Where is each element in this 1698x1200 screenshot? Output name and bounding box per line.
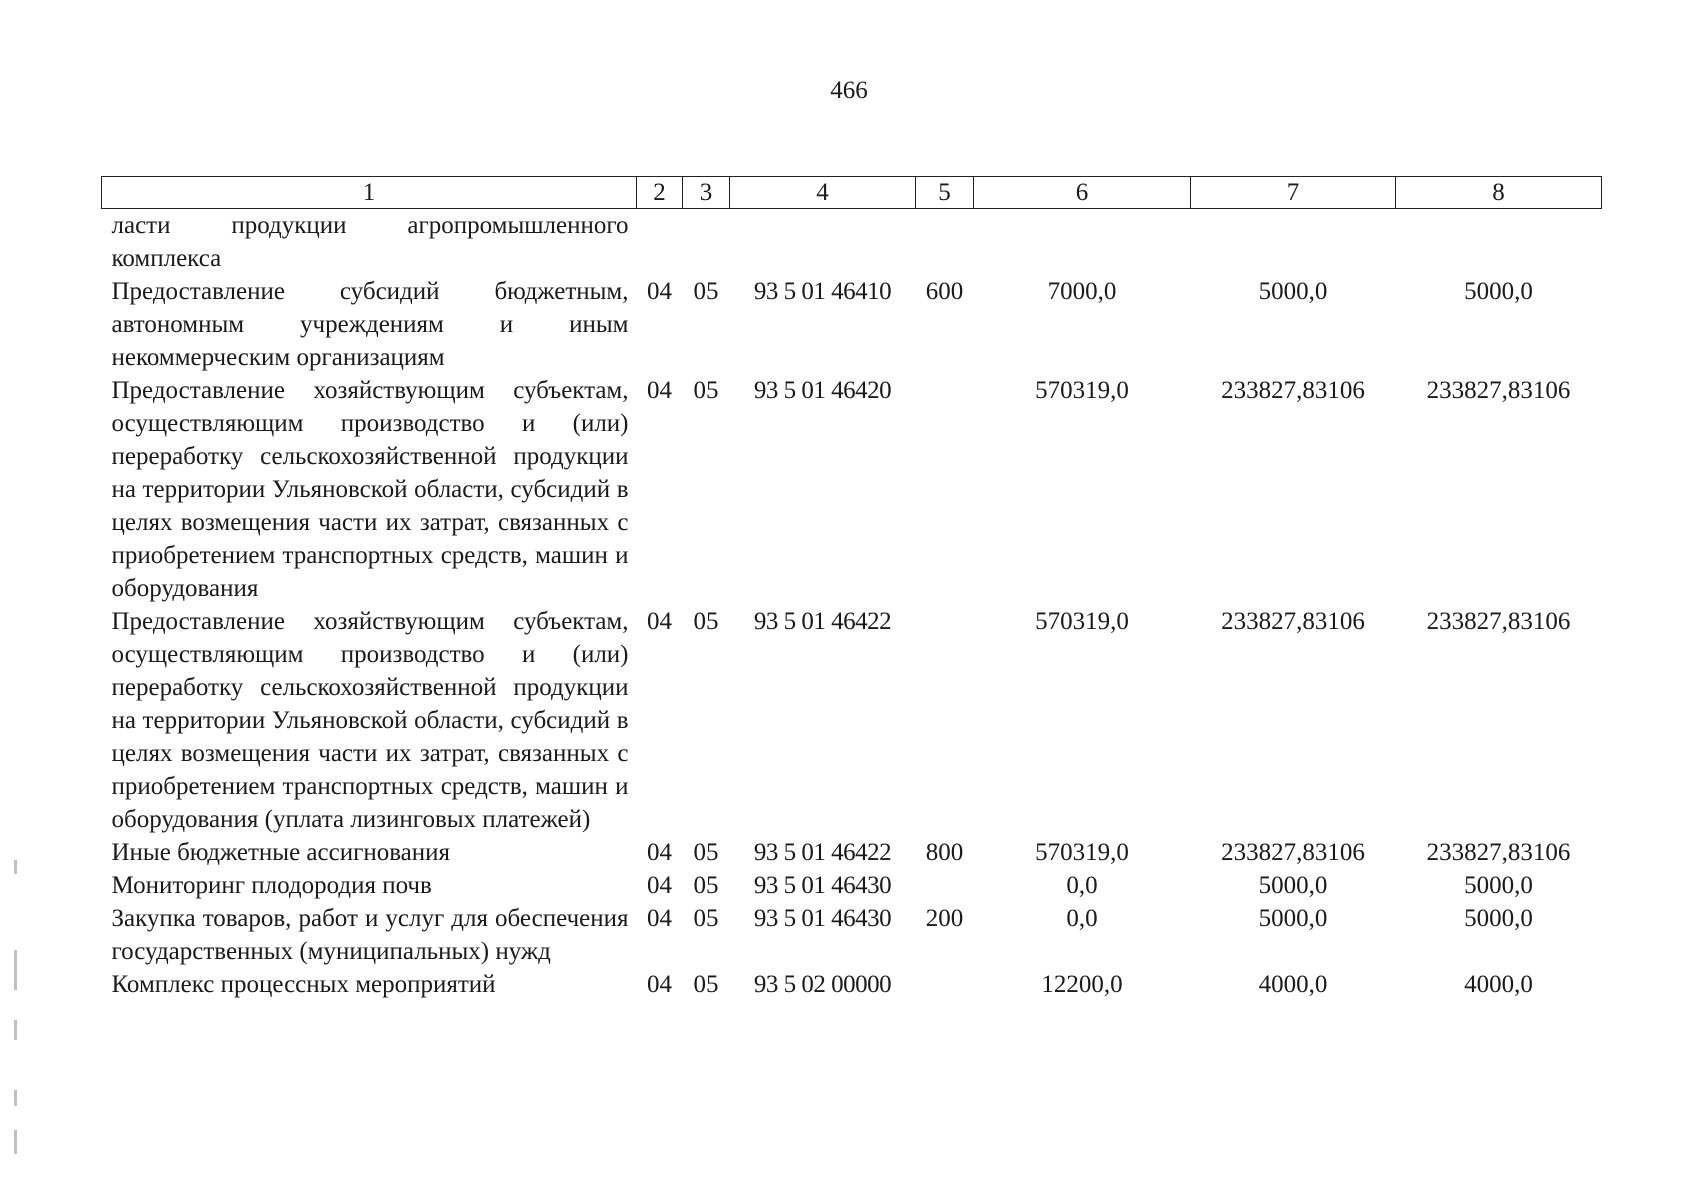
amount-col7-cell: 5000,0 (1258, 278, 1328, 305)
table-row (102, 275, 1602, 374)
amount-col7-cell: 4000,0 (1258, 971, 1328, 998)
section-code-cell: 04 (647, 608, 672, 635)
target-article-cell: 93 5 02 00000 (753, 971, 892, 998)
amount-col6-cell: 570319,0 (1035, 608, 1129, 635)
subsection-code-cell: 05 (693, 839, 719, 866)
row-name-cell: Предоставление хозяйствующим субъектам, осуществляющим производство и (или) переработку сельскохозяйственной продукции на территории Ульяновской области, субсидий в целях возмещения части их затрат, связанных с приобретением транспортных средств, машин и оборудования (111, 377, 629, 602)
target-article-cell: 93 5 01 46422 (753, 608, 892, 635)
subsection-code-cell: 05 (693, 278, 719, 305)
column-number-header-row (102, 177, 1602, 209)
amount-col7-cell: 5000,0 (1258, 905, 1328, 932)
column-header-2: 2 (637, 177, 683, 209)
amount-col8-cell: 5000,0 (1464, 278, 1533, 305)
table-row (102, 902, 1602, 968)
table-row (102, 605, 1602, 836)
subsection-code-cell: 05 (693, 377, 719, 404)
table-row (102, 836, 1602, 869)
amount-col8-cell: 233827,83106 (1426, 839, 1571, 866)
table-row (102, 374, 1602, 605)
row-name-cell: Иные бюджетные ассигнования (111, 839, 451, 866)
row-name-cell: Комплекс процессных мероприятий (111, 971, 496, 998)
amount-col8-cell (1396, 209, 1602, 276)
subsection-code-cell: 05 (693, 971, 719, 998)
amount-col6-cell: 0,0 (1066, 872, 1098, 899)
scan-mark (14, 1130, 17, 1154)
amount-col6-cell: 570319,0 (1035, 839, 1129, 866)
subsection-code-cell: 05 (693, 905, 719, 932)
amount-col8-cell: 233827,83106 (1426, 608, 1571, 635)
scan-edge-marks (14, 860, 28, 1180)
section-code-cell: 04 (647, 905, 672, 932)
amount-col7-cell: 5000,0 (1258, 872, 1328, 899)
row-name-cell: Предоставление хозяйствующим субъектам, осуществляющим производство и (или) переработку сельскохозяйственной продукции на территории Ульяновской области, субсидий в целях возмещения части их затрат, связанных с приобретением транспортных средств, машин и оборудования (уплата лизинговых платежей) (111, 608, 629, 833)
budget-table (101, 176, 1602, 1001)
section-code-cell: 04 (647, 839, 672, 866)
section-code-cell: 04 (647, 278, 672, 305)
target-article-cell (730, 209, 916, 276)
scan-mark (14, 1020, 17, 1040)
expense-type-cell: 600 (925, 278, 964, 305)
amount-col6-cell (974, 209, 1191, 276)
target-article-cell: 93 5 01 46430 (753, 905, 892, 932)
column-header-4: 4 (730, 177, 916, 209)
target-article-cell: 93 5 01 46422 (753, 839, 892, 866)
section-code-cell (637, 209, 683, 276)
expense-type-cell: 800 (925, 839, 964, 866)
amount-col8-cell: 5000,0 (1464, 905, 1533, 932)
expense-type-cell (916, 209, 974, 276)
table-row (102, 209, 1602, 276)
amount-col8-cell: 4000,0 (1464, 971, 1533, 998)
amount-col8-cell: 233827,83106 (1426, 377, 1571, 404)
target-article-cell: 93 5 01 46420 (753, 377, 892, 404)
expense-type-cell (916, 605, 974, 836)
row-name-cell: Предоставление субсидий бюджетным, автономным учреждениям и иным некоммерческим организациям (111, 278, 629, 371)
subsection-code-cell: 05 (693, 608, 719, 635)
expense-type-cell (916, 869, 974, 902)
budget-table-container (101, 176, 1601, 1001)
subsection-code-cell: 05 (693, 872, 719, 899)
amount-col7-cell (1191, 209, 1396, 276)
amount-col6-cell: 570319,0 (1035, 377, 1129, 404)
scan-mark (14, 860, 17, 874)
expense-type-cell (916, 968, 974, 1001)
row-name-cell: Мониторинг плодородия почв (111, 872, 432, 899)
expense-type-cell: 200 (925, 905, 964, 932)
table-row (102, 968, 1602, 1001)
column-header-7: 7 (1191, 177, 1396, 209)
column-header-3: 3 (683, 177, 730, 209)
column-header-5: 5 (916, 177, 974, 209)
table-row (102, 869, 1602, 902)
section-code-cell: 04 (647, 971, 672, 998)
row-name-cell: ласти продукции агропромышленного комплекса (111, 212, 629, 272)
row-name-cell: Закупка товаров, работ и услуг для обеспечения государственных (муниципальных) нужд (111, 905, 629, 965)
target-article-cell: 93 5 01 46410 (753, 278, 892, 305)
amount-col6-cell: 7000,0 (1047, 278, 1117, 305)
column-header-1: 1 (102, 177, 637, 209)
section-code-cell: 04 (647, 377, 672, 404)
amount-col6-cell: 12200,0 (1041, 971, 1123, 998)
expense-type-cell (916, 374, 974, 605)
amount-col7-cell: 233827,83106 (1221, 839, 1365, 866)
section-code-cell: 04 (647, 872, 672, 899)
amount-col8-cell: 5000,0 (1464, 872, 1533, 899)
target-article-cell: 93 5 01 46430 (753, 872, 892, 899)
scan-mark (14, 950, 17, 990)
amount-col7-cell: 233827,83106 (1221, 608, 1365, 635)
scan-mark (14, 1090, 17, 1106)
amount-col6-cell: 0,0 (1066, 905, 1098, 932)
page-number: 466 (830, 77, 868, 104)
subsection-code-cell (683, 209, 730, 276)
column-header-6: 6 (974, 177, 1191, 209)
amount-col7-cell: 233827,83106 (1221, 377, 1365, 404)
column-header-8: 8 (1396, 177, 1602, 209)
